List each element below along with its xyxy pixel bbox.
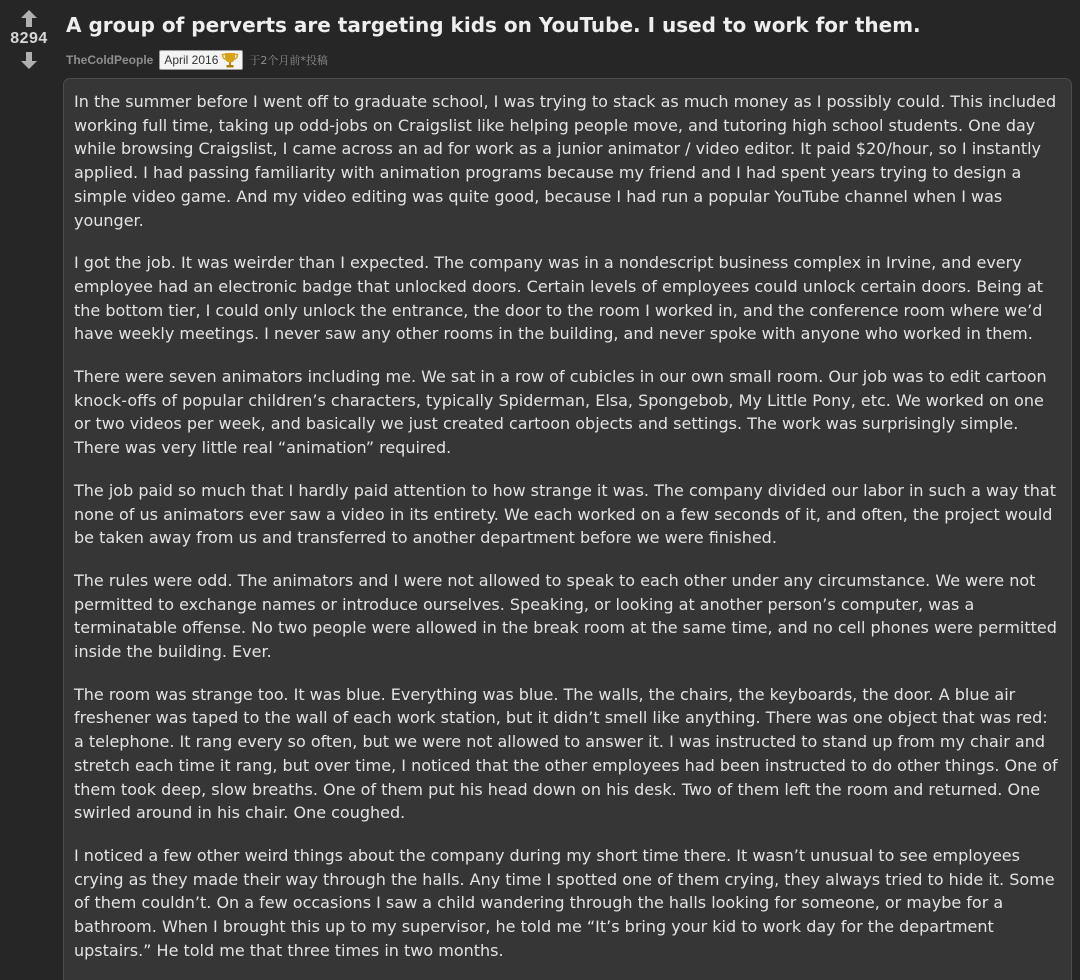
vote-score: 8294	[10, 30, 48, 47]
body-paragraph: There were seven animators including me. We sat in a row of cubicles in our own small room. Our job was to edit cartoon knock-offs of popular children’s characters, typically Spiderman, Elsa, Spongebob, My Little Pony, etc. We worked on one or two videos per week, and basically we just created cartoon objects and settings. The work was surprisingly simple. There was very little real “animation” required.	[74, 367, 1047, 458]
post-timestamp: 于2个月前*投稿	[249, 54, 328, 67]
flair-text: April 2016	[164, 53, 219, 67]
trophy-icon	[221, 52, 239, 68]
body-paragraph: The rules were odd. The animators and I were not allowed to speak to each other under any circumstance. We were not permitted to exchange names or introduce ourselves. Speaking, or looking at another person’s computer, was a terminatable offense. No two people were allowed in the break room at the same time, and no cell phones were permitted inside the building. Ever.	[74, 570, 1057, 662]
body-paragraph: I got the job. It was weirder than I expected. The company was in a nondescript business complex in Irvine, and every employee had an electronic badge that unlocked doors. Certain levels of employees could unlock certain doors. Being at the bottom tier, I could only unlock the entrance, the door to the room I worked in, and the conference room where we’d have weekly meetings. I never saw any other rooms in the building, and never spoke with anyone who worked in them.	[74, 253, 1043, 344]
body-paragraph: The room was strange too. It was blue. Everything was blue. The walls, the chairs, the keyboards, the door. A blue air freshener was taped to the wall of each work station, but it didn’t smell like anything. There was one object that was red: a telephone. It rang every so often, but we were not allowed to answer it. I was instructed to stand up from my chair and stretch each time it rang, but over time, I noticed that the other employees had been instructed to do other things. One of them took deep, slow breaths. One of them put his head down on his desk. Two of them left the room and returned. One swirled around in his chair. One coughed.	[74, 684, 1058, 823]
author-link[interactable]: TheColdPeople	[66, 53, 154, 67]
post-body	[63, 78, 1072, 980]
user-flair	[159, 50, 243, 70]
post-meta	[66, 49, 328, 71]
downvote-arrow-icon[interactable]	[0, 50, 58, 70]
body-paragraph: In the summer before I went off to graduate school, I was trying to stack as much money as I possibly could. This included working full time, taking up odd-jobs on Craigslist like helping people move, and tutoring high school students. One day while browsing Craigslist, I came across an ad for work as a junior animator / video editor. It paid $20/hour, so I instantly applied. I had passing familiarity with animation programs because my friend and I had spent years trying to design a simple video game. And my video editing was quite good, because I had run a popular YouTube channel when I was younger.	[74, 92, 1057, 230]
post-title[interactable]: A group of perverts are targeting kids on YouTube. I used to work for them.	[66, 13, 921, 37]
upvote-arrow-icon[interactable]	[0, 8, 58, 28]
body-paragraph: The job paid so much that I hardly paid attention to how strange it was. The company divided our labor in such a way that none of us animators ever saw a video in its entirety. We each worked on a few seconds of it, and often, the project would be taken away from us and transferred to another department before we were finished.	[74, 480, 1056, 548]
vote-column	[0, 8, 58, 70]
body-paragraph: I noticed a few other weird things about the company during my short time there. It wasn’t unusual to see employees crying as they made their way through the halls. Any time I spotted one of them crying, they always tried to hide it. Some of them couldn’t. On a few occasions I saw a child wandering through the halls looking for someone, or maybe for a bathroom. When I brought this up to my supervisor, he told me “It’s bring your kid to work day for the department upstairs.” He told me that three times in two months.	[74, 845, 1055, 960]
